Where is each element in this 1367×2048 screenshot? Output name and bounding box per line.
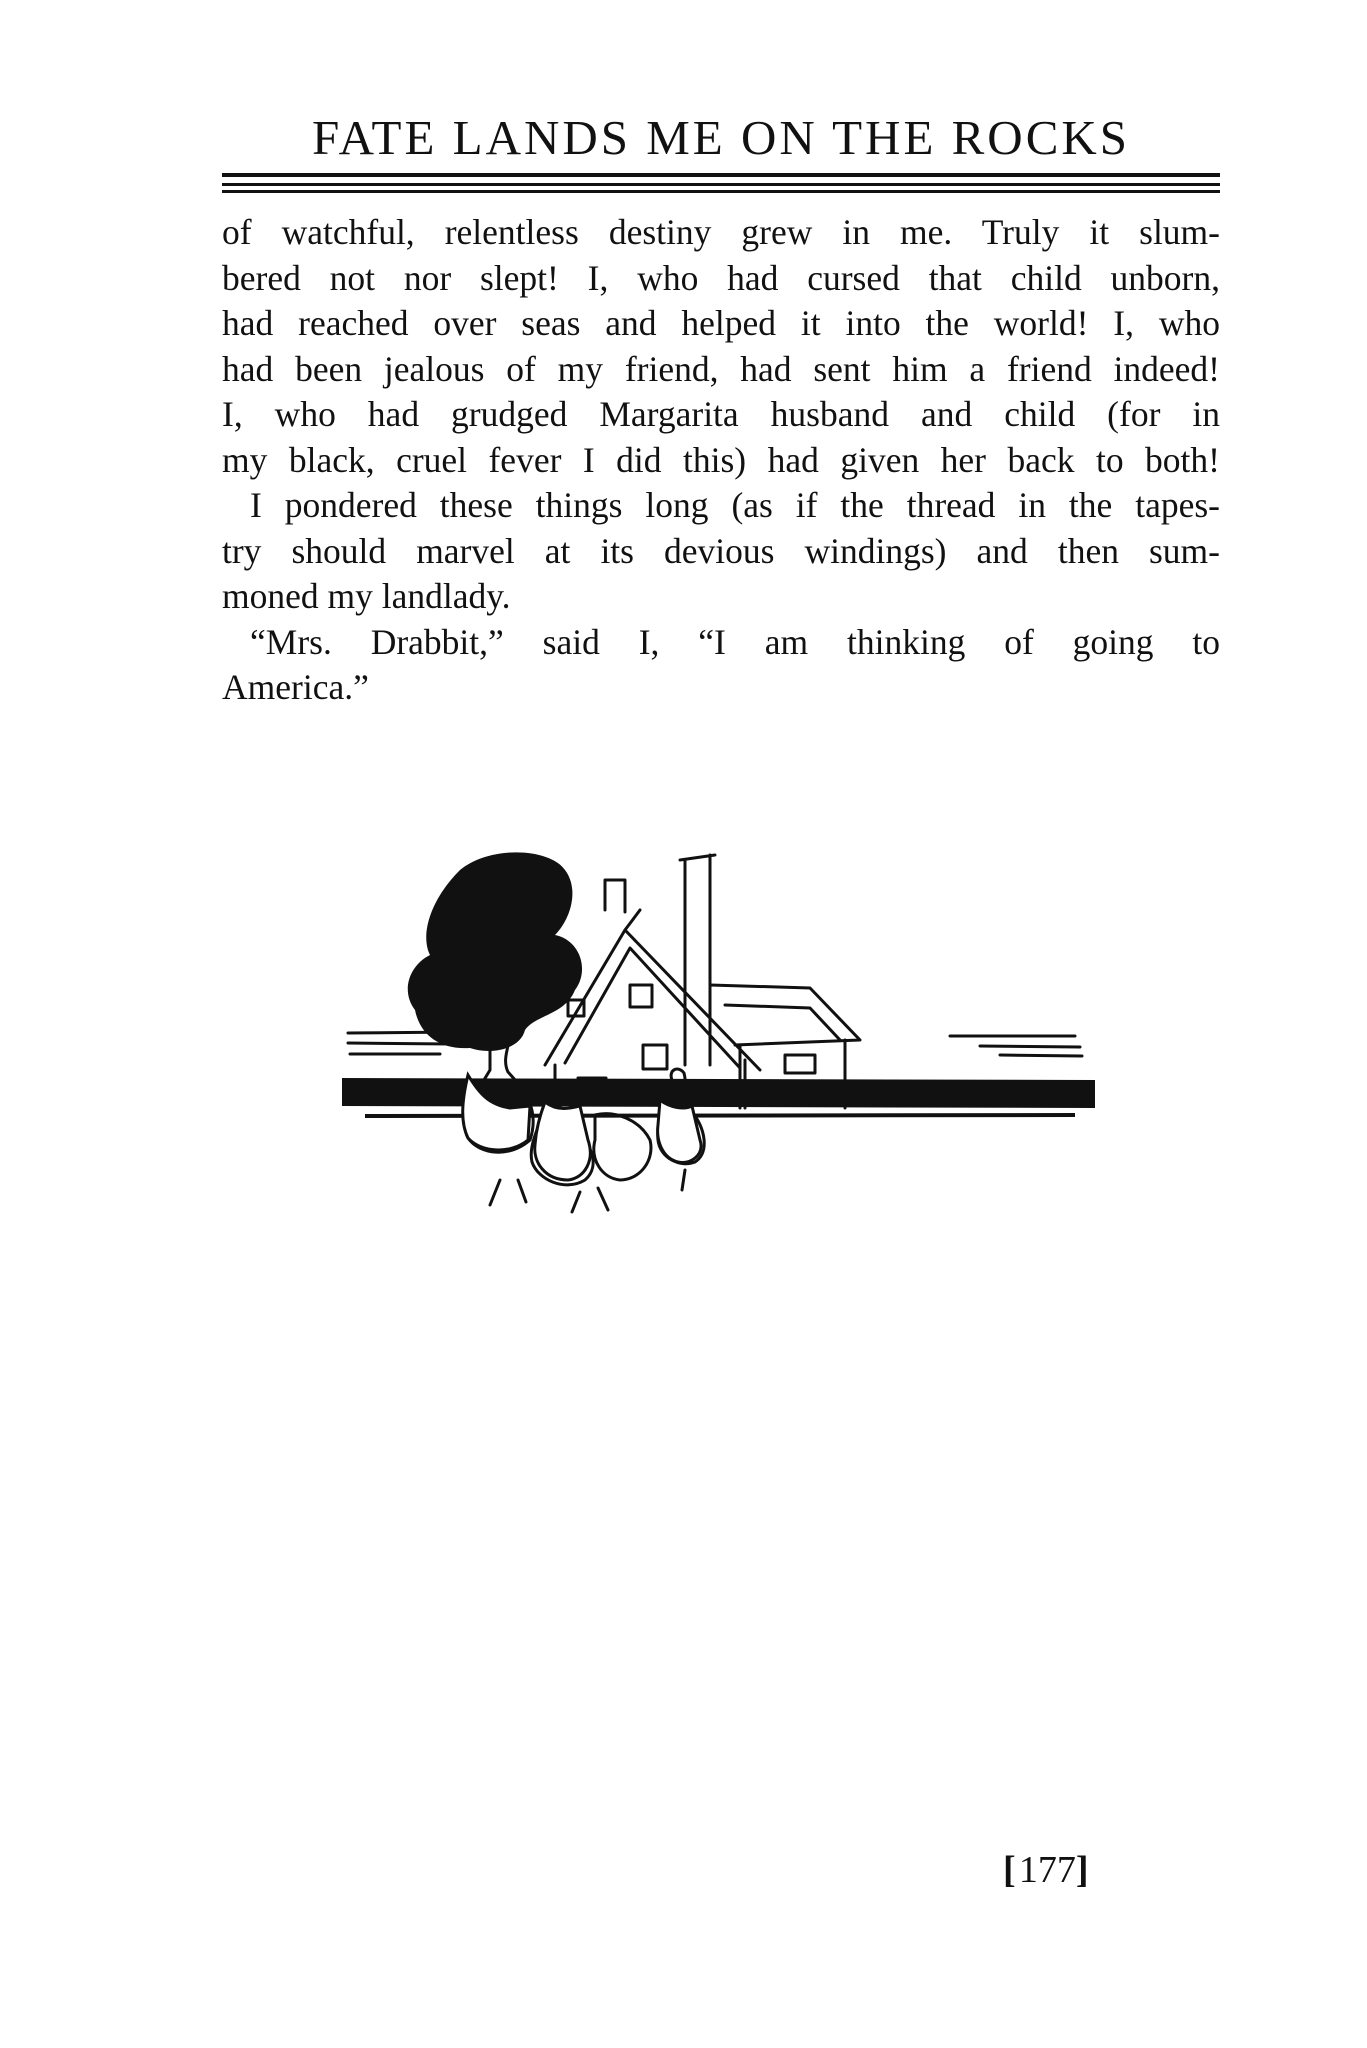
folio-number: 177 [1018,1849,1076,1891]
body-text [222,210,1220,711]
text-line: “Mrs. Drabbit,” said I, “I am thinking of going to [250,621,1220,662]
text-line: bered not nor slept! I, who had cursed that child unborn, [222,257,1220,298]
running-head: FATE LANDS ME ON THE ROCKS [311,110,1131,165]
text-line: had been jealous of my friend, had sent him a friend indeed! [222,348,1220,389]
page-number [1003,1848,1089,1892]
text-line: moned my landlady. [222,576,511,616]
cottage-with-geese-vignette-icon [340,840,1100,1250]
text-line: I, who had grudged Margarita husband and child (for in [222,394,1220,434]
folio-open-bracket: [ [1003,1849,1016,1891]
header-rule-middle [222,183,1220,186]
text-line: America.” [222,667,369,707]
text-line: I pondered these things long (as if the thread in the tapes- [250,485,1220,525]
text-line: had reached over seas and helped it into the world! I, who [222,303,1220,343]
text-line: try should marvel at its devious windings) and then sum- [222,530,1220,571]
text-line: of watchful, relentless destiny grew in me. Truly it slum- [222,212,1220,252]
text-line: my black, cruel fever I did this) had given her back to both! [222,439,1220,480]
header-rule-thick [222,173,1220,177]
folio-close-bracket: ] [1075,1849,1089,1891]
header-rule-thin [222,190,1220,193]
